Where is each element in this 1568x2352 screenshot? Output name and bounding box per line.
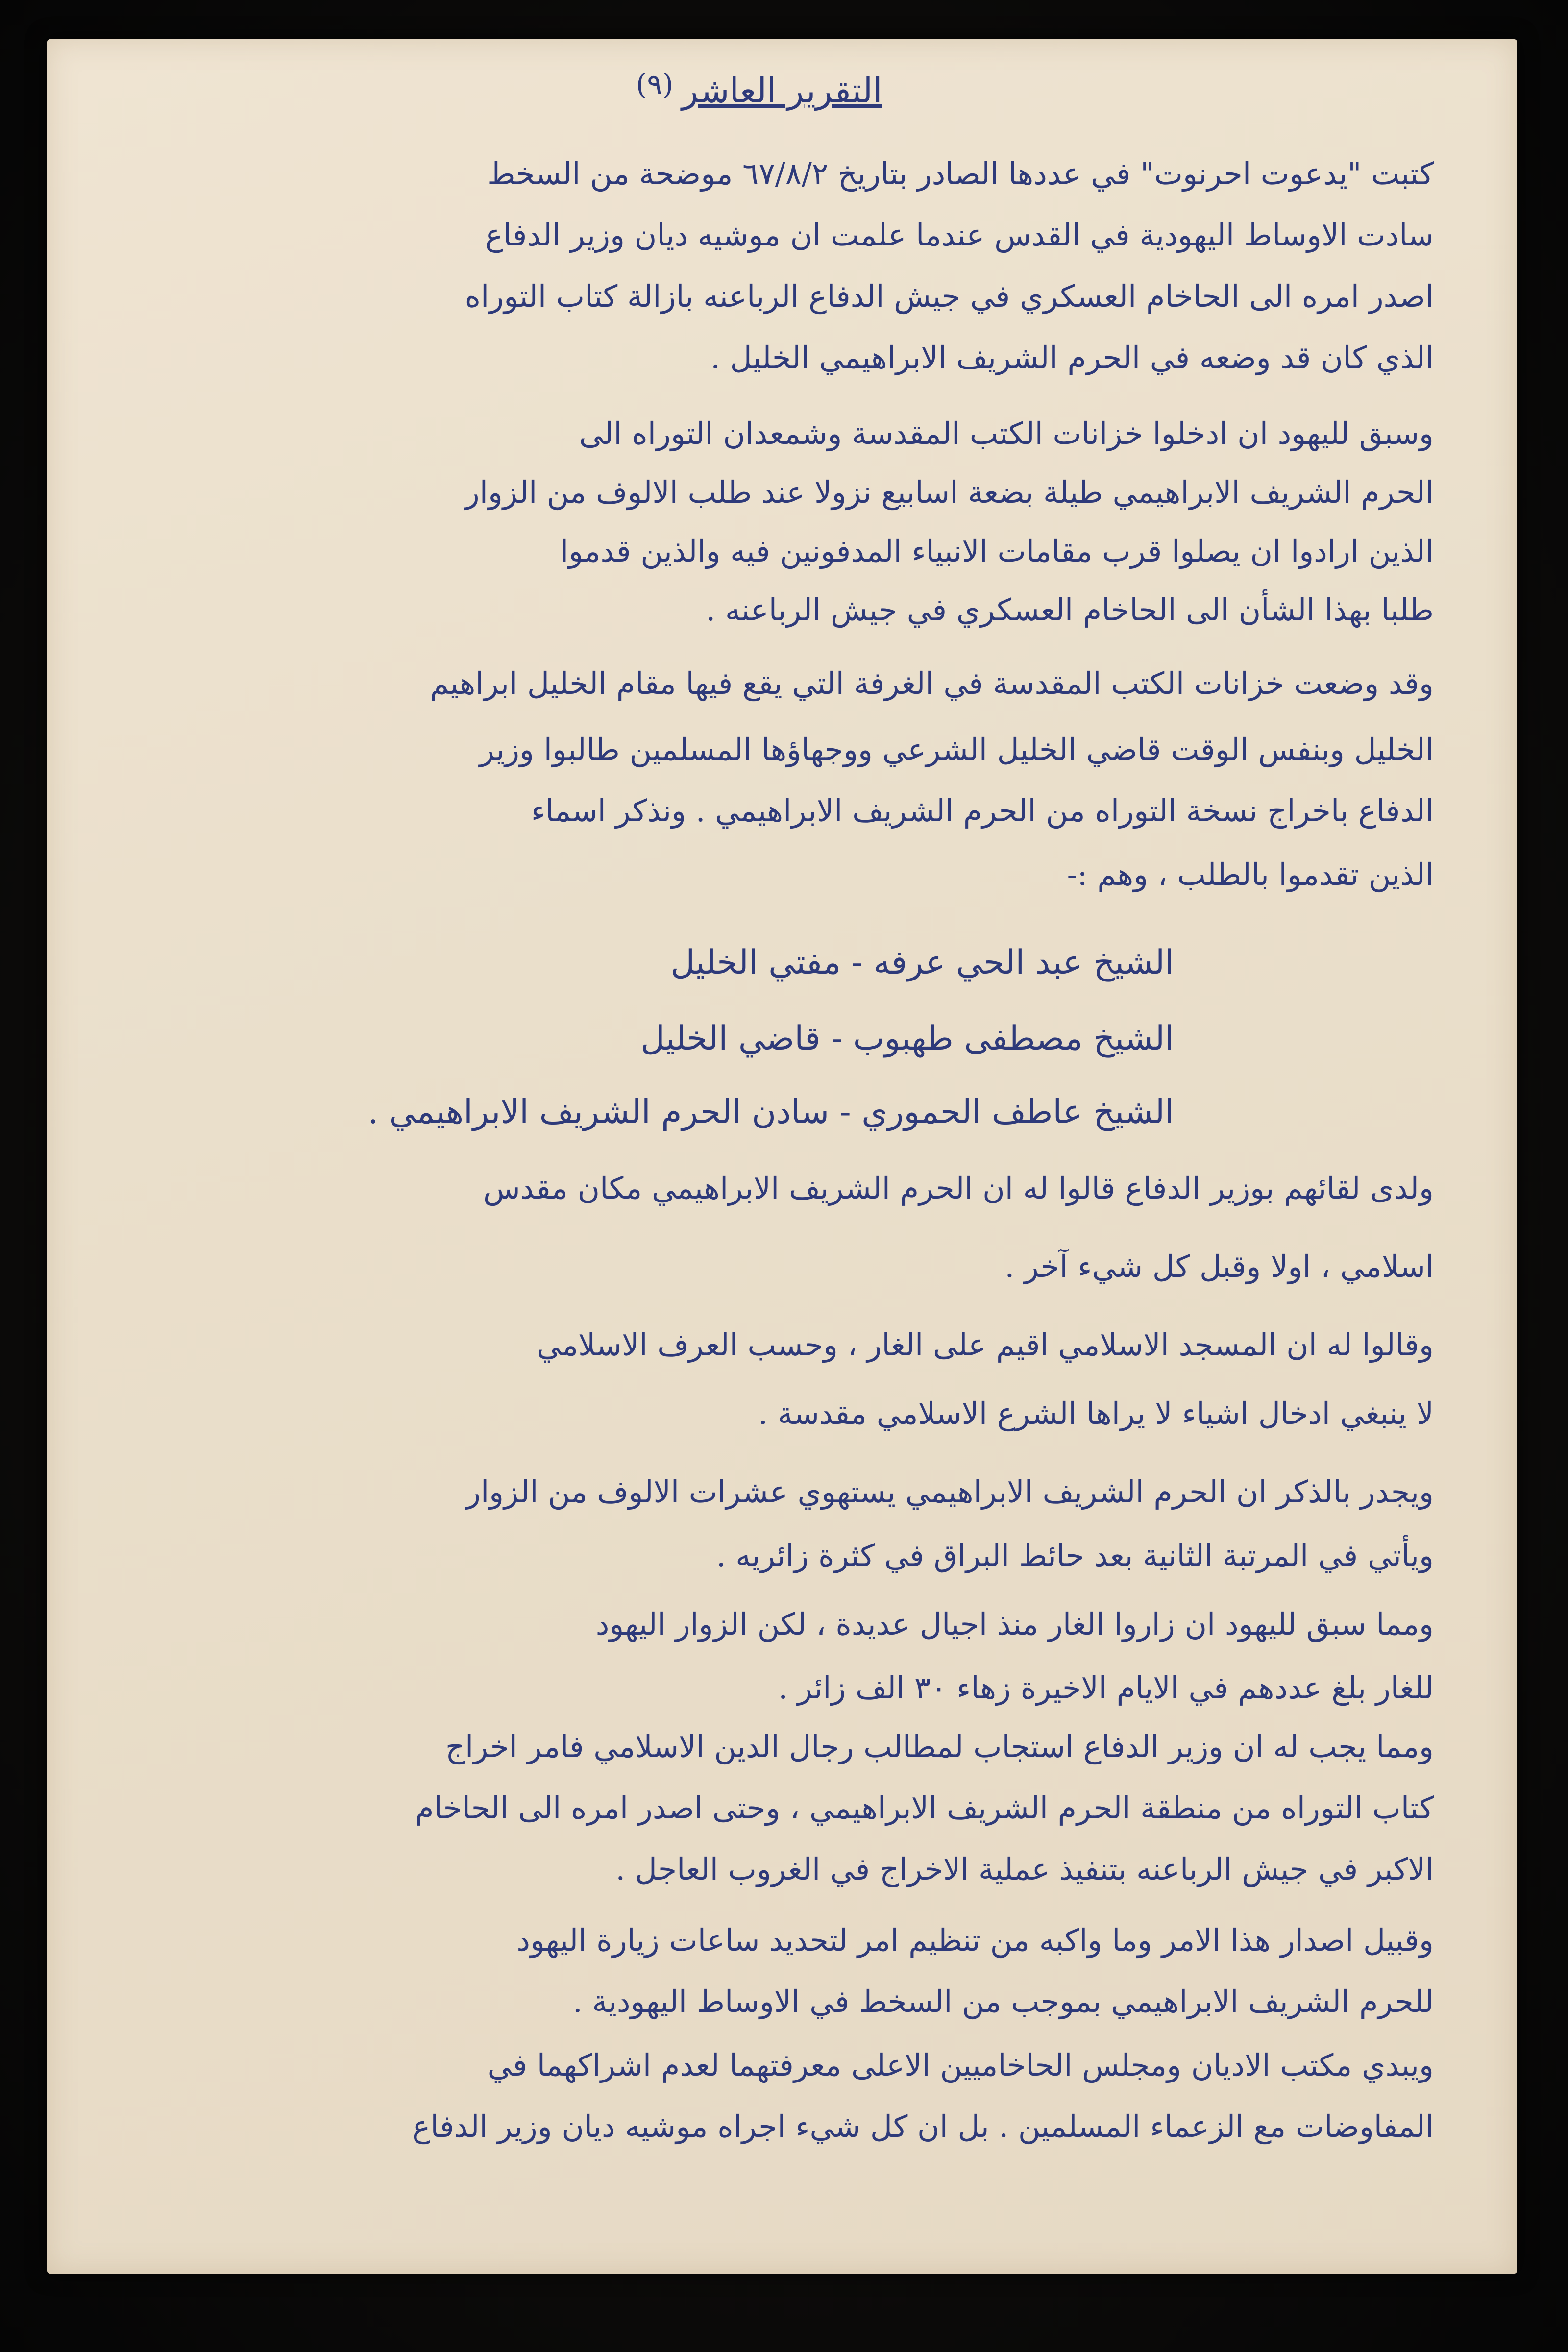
- name-line: الشيخ عبد الحي عرفه - مفتي الخليل: [670, 943, 1174, 982]
- text-line: الذين تقدموا بالطلب ، وهم :-: [1067, 857, 1434, 892]
- text-line: اسلامي ، اولا وقبل كل شيء آخر .: [1004, 1249, 1434, 1284]
- text-line: ويبدي مكتب الاديان ومجلس الحاخاميين الاعلى معرفتهما لعدم اشراكهما في: [487, 2047, 1434, 2083]
- text-line: المفاوضات مع الزعماء المسلمين . بل ان كل شيء اجراه موشيه ديان وزير الدفاع: [412, 2108, 1434, 2144]
- name-line: الشيخ مصطفى طهبوب - قاضي الخليل: [640, 1019, 1174, 1058]
- text-line: سادت الاوساط اليهودية في القدس عندما علمت ان موشيه ديان وزير الدفاع: [485, 217, 1434, 253]
- text-line: ويجدر بالذكر ان الحرم الشريف الابراهيمي يستهوي عشرات الالوف من الزوار: [466, 1474, 1434, 1510]
- text-line: الخليل وبنفس الوقت قاضي الخليل الشرعي ووجهاؤها المسلمين طالبوا وزير: [479, 732, 1434, 767]
- text-line: وسبق لليهود ان ادخلوا خزانات الكتب المقدسة وشمعدان التوراه الى: [579, 416, 1434, 451]
- text-line: ومما سبق لليهود ان زاروا الغار منذ اجيال عديدة ، لكن الزوار اليهود: [595, 1606, 1434, 1642]
- text-line: الحرم الشريف الابراهيمي طيلة بضعة اسابيع نزولا عند طلب الالوف من الزوار: [465, 474, 1434, 510]
- page-number: (٩): [636, 68, 674, 101]
- text-line: اصدر امره الى الحاخام العسكري في جيش الدفاع الرباعنه بازالة كتاب التوراه: [465, 278, 1434, 314]
- name-line: الشيخ عاطف الحموري - سادن الحرم الشريف الابراهيمي .: [368, 1093, 1174, 1131]
- text-line: للغار بلغ عددهم في الايام الاخيرة زهاء ٣٠ الف زائر .: [778, 1670, 1434, 1706]
- text-line: طلبا بهذا الشأن الى الحاخام العسكري في جيش الرباعنه .: [706, 592, 1434, 628]
- text-line: وقالوا له ان المسجد الاسلامي اقيم على الغار ، وحسب العرف الاسلامي: [537, 1327, 1434, 1363]
- text-line: الاكبر في جيش الرباعنه بتنفيذ عملية الاخراج في الغروب العاجل .: [615, 1851, 1434, 1887]
- document-heading: التقرير العاشر: [682, 71, 882, 111]
- text-line: وقبيل اصدار هذا الامر وما واكبه من تنظيم امر لتحديد ساعات زيارة اليهود: [516, 1922, 1434, 1958]
- text-line: ومما يجب له ان وزير الدفاع استجاب لمطالب رجال الدين الاسلامي فامر اخراج: [445, 1729, 1434, 1764]
- text-line: ولدى لقائهم بوزير الدفاع قالوا له ان الحرم الشريف الابراهيمي مكان مقدس: [483, 1170, 1434, 1206]
- text-line: الذين ارادوا ان يصلوا قرب مقامات الانبياء المدفونين فيه والذين قدموا: [560, 533, 1434, 569]
- text-line: كتبت "يدعوت احرنوت" في عددها الصادر بتاريخ ٦٧/٨/٢ موضحة من السخط: [487, 156, 1434, 192]
- text-line: الذي كان قد وضعه في الحرم الشريف الابراهيمي الخليل .: [710, 340, 1434, 375]
- text-line: لا ينبغي ادخال اشياء لا يراها الشرع الاسلامي مقدسة .: [758, 1396, 1434, 1431]
- text-line: للحرم الشريف الابراهيمي بموجب من السخط في الاوساط اليهودية .: [573, 1984, 1434, 2019]
- text-line: وقد وضعت خزانات الكتب المقدسة في الغرفة التي يقع فيها مقام الخليل ابراهيم: [430, 665, 1434, 701]
- text-line: ويأتي في المرتبة الثانية بعد حائط البراق في كثرة زائريه .: [716, 1538, 1434, 1573]
- document-page: [47, 39, 1517, 2274]
- text-line: كتاب التوراه من منطقة الحرم الشريف الابراهيمي ، وحتى اصدر امره الى الحاخام: [415, 1790, 1434, 1826]
- text-line: الدفاع باخراج نسخة التوراه من الحرم الشريف الابراهيمي . ونذكر اسماء: [531, 793, 1434, 829]
